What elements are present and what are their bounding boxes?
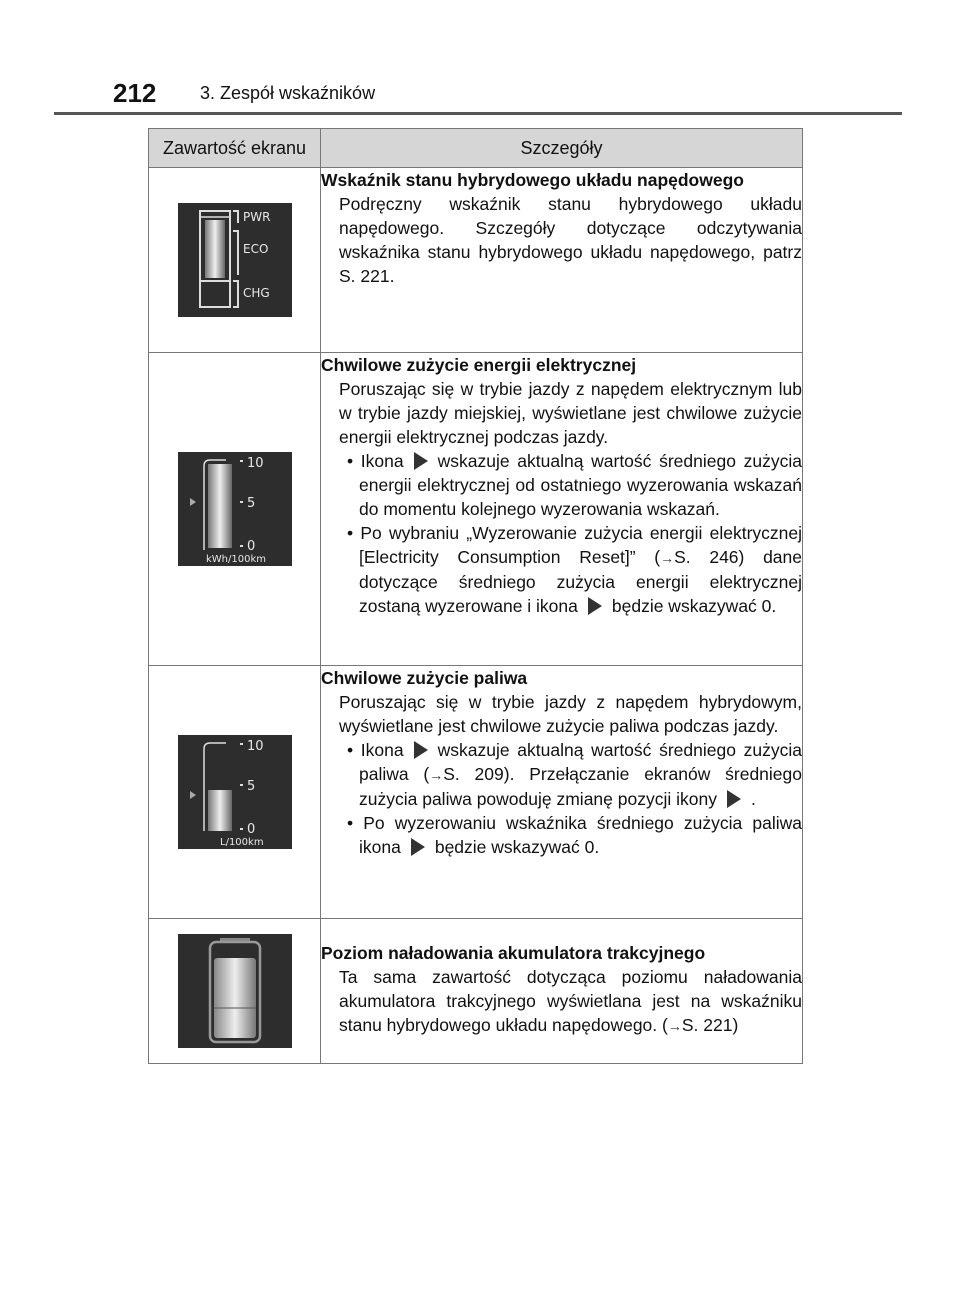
bullet-item: • Ikona wskazuje aktualną wartość średniego zużycia energii elektrycznej od ostatniego wyzerowania wskazań do momentu kolejnego wyzerowania wskazań. — [347, 451, 802, 519]
col-header-screen-content: Zawartość ekranu — [149, 129, 321, 168]
details-cell — [321, 353, 803, 666]
battery-fill — [214, 958, 256, 1038]
average-marker-icon — [588, 597, 602, 615]
image-cell — [149, 666, 321, 919]
image-cell — [149, 168, 321, 353]
item-title: Poziom naładowania akumulatora trakcyjnego — [321, 943, 706, 963]
gauge-unit: kWh/100km — [205, 554, 266, 565]
table-row — [149, 353, 803, 666]
average-marker-icon — [190, 791, 196, 799]
table-row — [149, 168, 803, 353]
details-cell — [321, 666, 803, 919]
gauge-tick-5: 5 — [246, 496, 255, 511]
reference-arrow-icon: → — [660, 550, 675, 566]
table-header-row — [149, 129, 803, 168]
fuel-consumption-gauge-image — [178, 735, 292, 849]
content-table — [148, 128, 803, 1064]
gauge-label-chg: CHG — [242, 286, 270, 300]
chapter-title: 3. Zespół wskaźników — [200, 83, 376, 103]
header-rule — [54, 112, 902, 115]
gauge-tick-0: 0 — [246, 822, 255, 837]
details-cell — [321, 919, 803, 1064]
hybrid-system-indicator-image — [178, 203, 292, 317]
image-cell — [149, 353, 321, 666]
item-title: Chwilowe zużycie energii elektrycznej — [321, 355, 637, 375]
average-marker-icon — [190, 498, 196, 506]
item-title: Wskaźnik stanu hybrydowego układu napędowego — [321, 170, 744, 190]
col-header-details: Szczegóły — [321, 129, 803, 168]
page-header — [0, 0, 960, 118]
average-marker-icon — [414, 741, 428, 759]
average-marker-icon — [411, 838, 425, 856]
gauge-label-pwr: PWR — [242, 210, 270, 224]
item-description: Podręczny wskaźnik stanu hybrydowego układu napędowego. Szczegóły dotyczące odczytywania wskaźnika stanu hybrydowego układu napędowego, patrz S. 221. — [339, 194, 802, 286]
traction-battery-image — [178, 934, 292, 1048]
bullet-item: • Po wybraniu „Wyzerowanie zużycia energii elektrycznej [Electricity Consumption Reset]” (→S. 246) dane dotyczące średniego zużycia energii elektrycznej zostaną wyzerowane i ikona będzie wskazywać 0. — [347, 523, 802, 616]
bullet-item: • Po wyzerowaniu wskaźnika średniego zużycia paliwa ikona będzie wskazywać 0. — [347, 813, 802, 857]
gauge-tick-10: 10 — [246, 456, 264, 471]
table-row — [149, 919, 803, 1064]
average-marker-icon — [727, 790, 741, 808]
gauge-tick-0: 0 — [246, 539, 255, 554]
electric-consumption-gauge-image — [178, 452, 292, 566]
indicator-fill — [205, 220, 225, 278]
page-number: 212 — [113, 78, 157, 108]
gauge-tick-5: 5 — [246, 779, 255, 794]
bullet-item: • Ikona wskazuje aktualną wartość średniego zużycia paliwa (→S. 209). Przełączanie ekranów średniego zużycia paliwa powoduję zmianę pozycji ikony . — [347, 740, 802, 809]
gauge-tick-10: 10 — [246, 739, 264, 754]
item-description: Poruszając się w trybie jazdy z napędem elektrycznym lub w trybie jazdy miejskiej, wyświetlane jest chwilowe zużycie energii elektrycznej podczas jazdy. — [339, 379, 802, 447]
gauge-label-eco: ECO — [242, 242, 268, 256]
item-description: Ta sama zawartość dotycząca poziomu naładowania akumulatora trakcyjnego wyświetlana jest na wskaźniku stanu hybrydowego układu napędowego. (→S. 221) — [339, 967, 802, 1035]
details-cell — [321, 168, 803, 353]
gauge-unit: L/100km — [219, 837, 264, 848]
image-cell — [149, 919, 321, 1064]
reference-arrow-icon: → — [667, 1018, 682, 1034]
item-description: Poruszając się w trybie jazdy z napędem hybrydowym, wyświetlane jest chwilowe zużycie paliwa podczas jazdy. — [339, 692, 802, 736]
gauge-bar — [208, 790, 232, 831]
gauge-bar — [208, 464, 232, 548]
item-title: Chwilowe zużycie paliwa — [321, 668, 528, 688]
table-row — [149, 666, 803, 919]
average-marker-icon — [414, 452, 428, 470]
reference-arrow-icon: → — [429, 767, 444, 783]
